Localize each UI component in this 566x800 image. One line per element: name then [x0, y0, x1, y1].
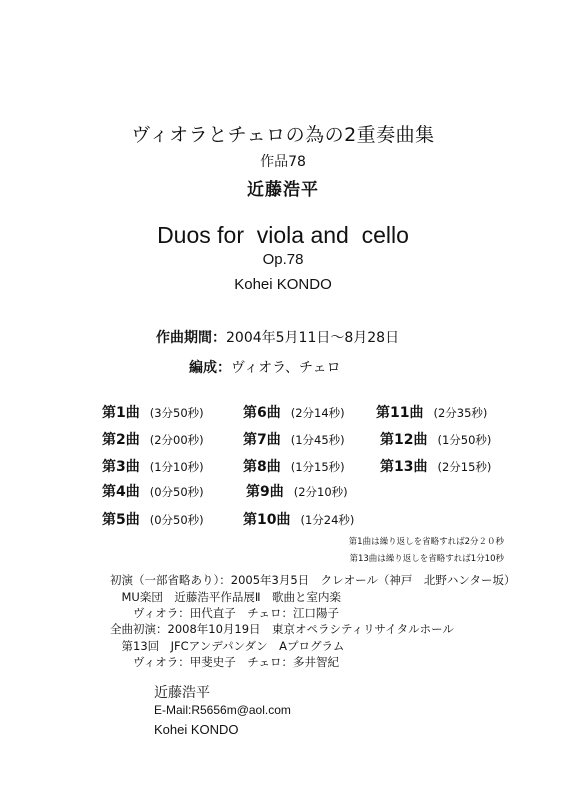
movement-name: 第11曲 — [376, 405, 424, 421]
movement-duration: (2分15秒) — [437, 460, 492, 474]
composition-period-label: 作曲期間： — [156, 330, 226, 346]
instrumentation — [189, 357, 341, 377]
movement-duration: (2分35秒) — [433, 406, 488, 420]
performance-line: 初演（一部省略あり）：2005年3月5日 クレオール（神戸 北野ハンター坂） — [110, 573, 516, 587]
movement-1 — [102, 402, 204, 422]
movement-duration: (1分45秒) — [290, 433, 345, 447]
movement-name: 第7曲 — [243, 432, 281, 448]
movement-3 — [102, 456, 204, 476]
movement-duration: (3分50秒) — [149, 406, 204, 420]
composer-japanese: 近藤浩平 — [247, 180, 319, 200]
movement-duration: (2分00秒) — [149, 433, 204, 447]
performance-line: ヴィオラ：田代直子 チェロ：江口陽子 — [110, 606, 339, 620]
performance-line: 全曲初演：2008年10月19日 東京オペラシティリサイタルホール — [110, 622, 454, 636]
movement-duration: (2分14秒) — [290, 406, 345, 420]
movement-name: 第1曲 — [102, 405, 140, 421]
movement-13 — [380, 456, 491, 476]
performance-line: 第13回 JFCアンデパンダン Aプログラム — [110, 639, 345, 653]
movement-name: 第3曲 — [102, 459, 140, 475]
movement-11 — [376, 402, 487, 422]
movement-name: 第13曲 — [380, 459, 428, 475]
movement-4 — [102, 481, 204, 501]
movement-name: 第2曲 — [102, 432, 140, 448]
movement-name: 第12曲 — [380, 432, 428, 448]
contact-name-japanese: 近藤浩平 — [154, 685, 210, 701]
repeat-note-2: 第13曲は繰り返しを省略すれば1分10秒 — [349, 554, 504, 564]
performance-line: ヴィオラ：甲斐史子 チェロ：多井智紀 — [110, 655, 339, 669]
movement-2 — [102, 429, 204, 449]
movement-duration: (1分50秒) — [437, 433, 492, 447]
instrumentation-value: ヴィオラ、チェロ — [231, 360, 341, 376]
movement-8 — [243, 456, 345, 476]
movement-10 — [243, 509, 354, 529]
movement-6 — [243, 402, 345, 422]
movement-duration: (0分50秒) — [149, 513, 204, 527]
movement-duration: (1分10秒) — [149, 460, 204, 474]
movement-7 — [243, 429, 345, 449]
movement-name: 第6曲 — [243, 405, 281, 421]
movement-5 — [102, 509, 204, 529]
movement-12 — [380, 429, 491, 449]
movement-name: 第5曲 — [102, 512, 140, 528]
movement-name: 第10曲 — [243, 512, 291, 528]
movement-duration: (2分10秒) — [293, 485, 348, 499]
movement-9 — [246, 481, 348, 501]
movement-duration: (1分24秒) — [300, 513, 355, 527]
movement-name: 第4曲 — [102, 484, 140, 500]
movement-duration: (1分15秒) — [290, 460, 345, 474]
title-japanese: ヴィオラとチェロの為の2重奏曲集 — [131, 124, 435, 146]
repeat-note-1: 第1曲は繰り返しを省略すれば2分２０秒 — [348, 537, 504, 547]
composition-period — [156, 327, 399, 347]
movement-duration: (0分50秒) — [149, 485, 204, 499]
composer-english: Kohei KONDO — [234, 276, 332, 293]
movement-name: 第8曲 — [243, 459, 281, 475]
contact-name-english: Kohei KONDO — [154, 722, 239, 737]
opus-japanese: 作品78 — [260, 154, 306, 170]
movement-name: 第9曲 — [246, 484, 284, 500]
instrumentation-label: 編成： — [189, 360, 231, 376]
title-english: Duos for viola and cello — [157, 222, 409, 248]
contact-email: E-Mail:R5656m@aol.com — [154, 703, 291, 717]
opus-english: Op.78 — [262, 251, 304, 268]
performance-line: MU楽団 近藤浩平作品展Ⅱ 歌曲と室内楽 — [110, 590, 341, 604]
composition-period-value: 2004年5月11日～8月28日 — [226, 330, 400, 346]
